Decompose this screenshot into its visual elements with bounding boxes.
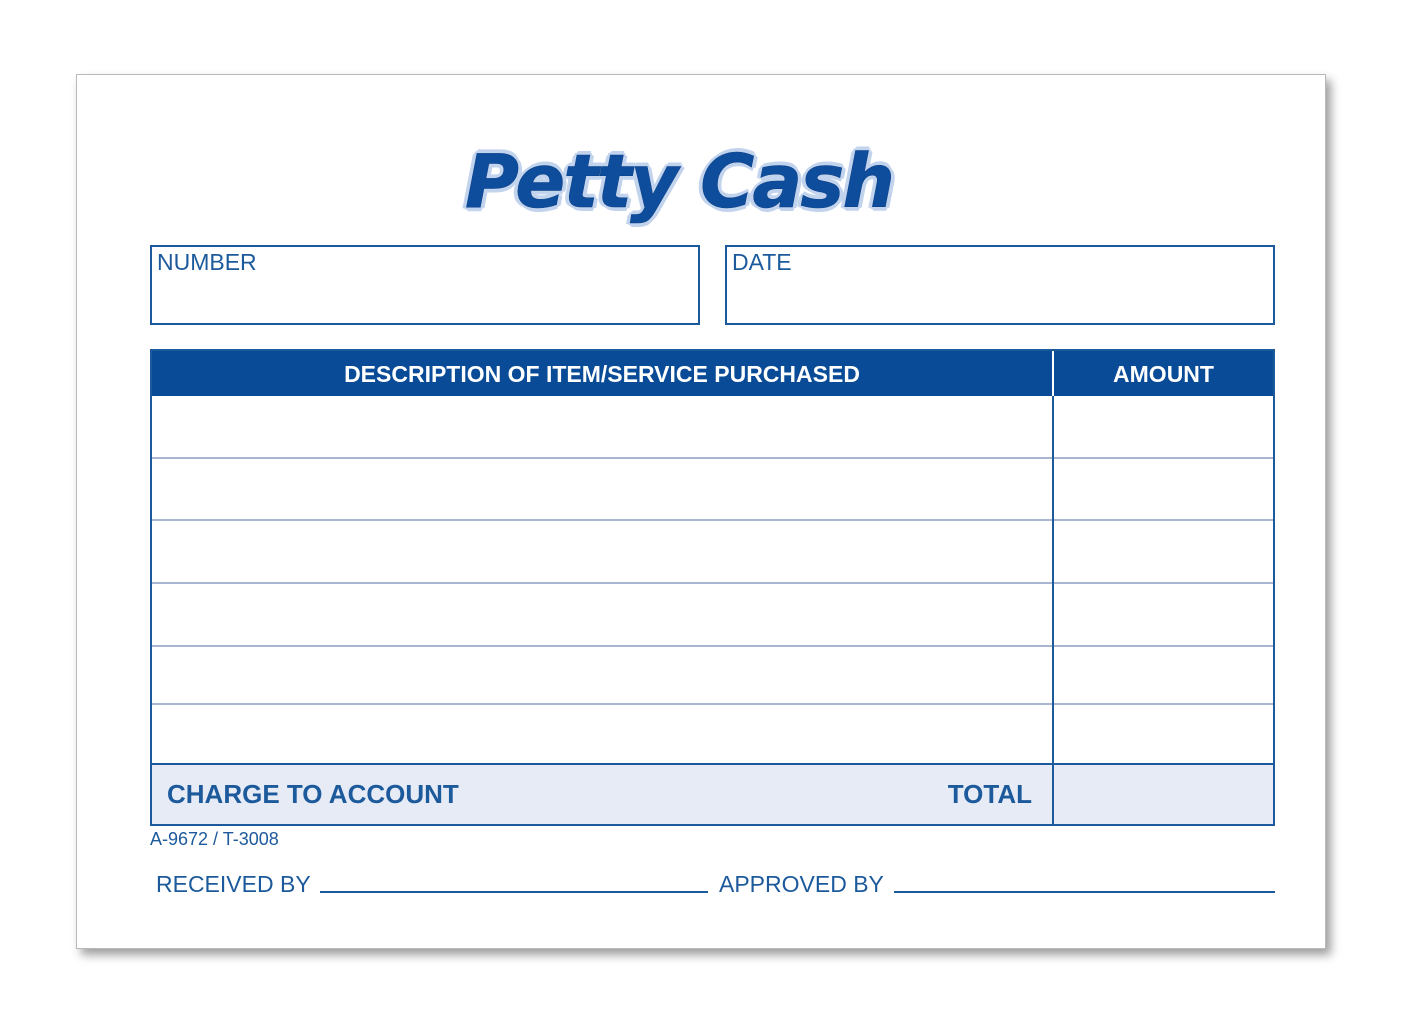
table-row[interactable] [152,647,1273,703]
table-row[interactable] [152,521,1273,582]
approved-by-label: APPROVED BY [719,871,884,897]
table-row[interactable] [152,396,1273,457]
charge-account-field[interactable] [152,763,1052,824]
form-title: Petty Cash [464,139,894,225]
date-field[interactable] [725,245,1275,325]
table-row[interactable] [152,584,1273,645]
total-amount-field[interactable] [1054,763,1273,824]
table-header [152,351,1273,396]
amount-column-header: AMOUNT [1113,361,1214,387]
total-label: TOTAL [947,779,1032,809]
description-column-header: DESCRIPTION OF ITEM/SERVICE PURCHASED [344,361,860,387]
date-label: DATE [732,249,792,275]
received-by-label: RECEIVED BY [156,871,311,897]
table-row[interactable] [152,705,1273,763]
number-field[interactable] [150,245,700,325]
number-label: NUMBER [157,249,257,275]
approved-by-signature-line[interactable] [894,891,1275,893]
charge-to-account-label: CHARGE TO ACCOUNT [167,779,459,809]
purchase-table [150,349,1275,826]
table-row[interactable] [152,459,1273,519]
column-divider [1052,396,1054,824]
received-by-signature-line[interactable] [320,891,708,893]
form-code: A-9672 / T-3008 [150,829,279,849]
